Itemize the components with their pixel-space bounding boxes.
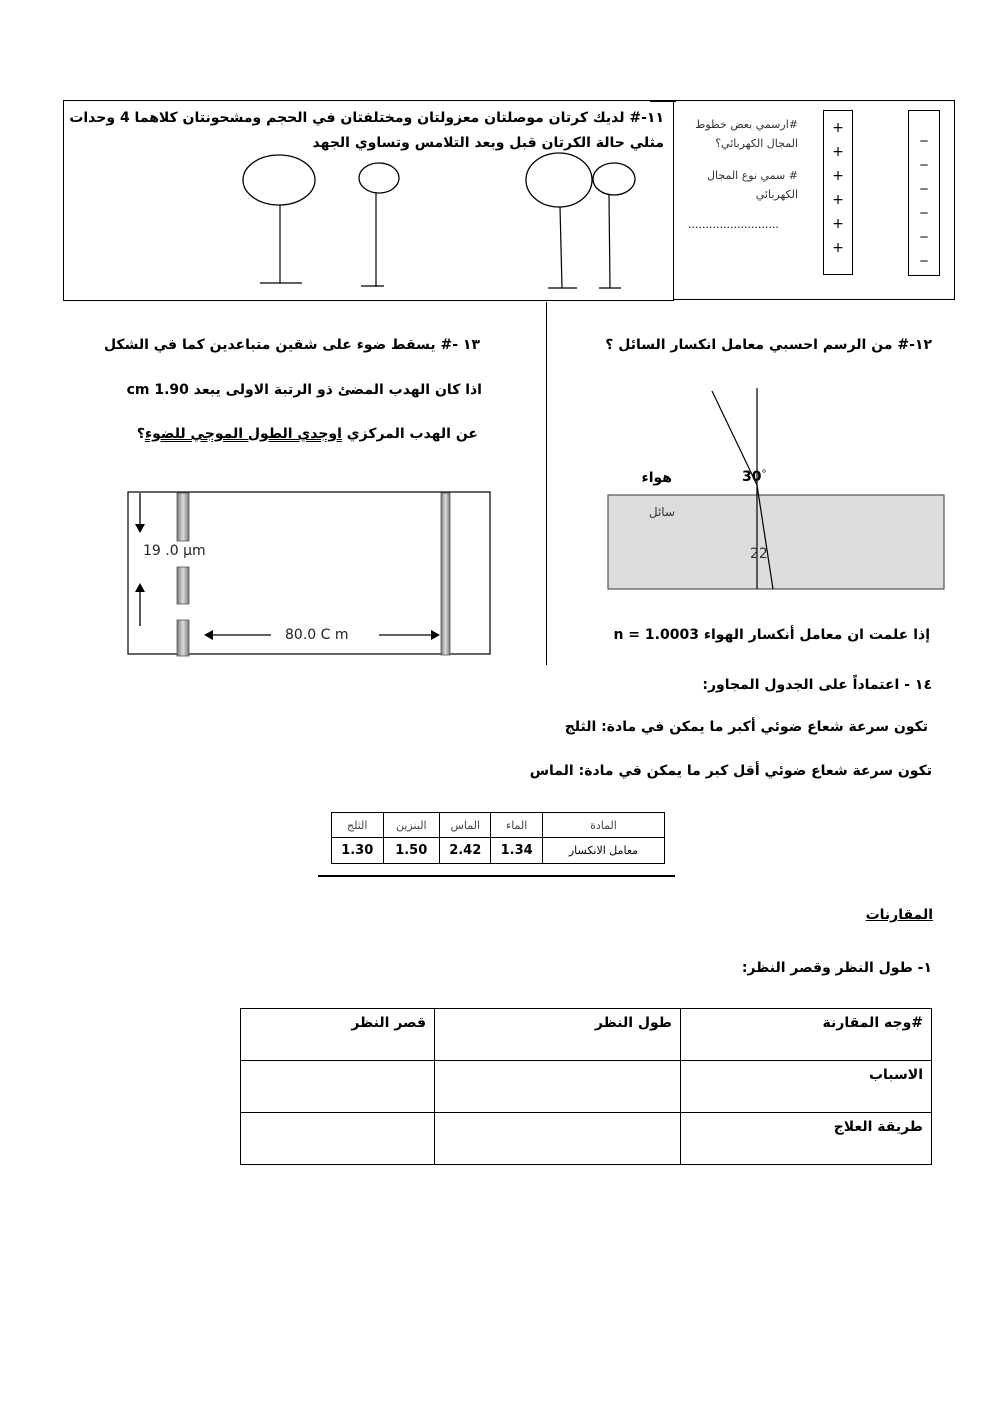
minus-sign: _	[920, 198, 928, 214]
value-benzene: 1.50	[383, 838, 440, 864]
value-ice: 1.30	[332, 838, 384, 864]
q12-title: ١٢-# من الرسم احسبي معامل انكسار السائل ؟	[605, 337, 932, 353]
treatment-nearsighted-cell[interactable]	[241, 1113, 435, 1165]
header-nearsighted: قصر النظر	[241, 1009, 435, 1061]
field-question-2: # سمي نوع المجال الكهربائي	[707, 169, 798, 201]
refractive-table-header	[332, 813, 665, 838]
causes-farsighted-cell[interactable]	[435, 1061, 681, 1113]
header-aspect: #وجه المقارنة	[681, 1009, 932, 1061]
field-dots: ..........................	[688, 218, 779, 231]
q13-line2: اذا كان الهدب المضئ ذو الرتبة الاولى يبعد 1.90 cm	[126, 382, 482, 398]
angle-top-label	[742, 469, 766, 485]
value-water: 1.34	[491, 838, 542, 864]
comparison-row-causes	[241, 1061, 932, 1113]
treatment-farsighted-cell[interactable]	[435, 1113, 681, 1165]
refractive-table-row	[332, 838, 665, 864]
minus-sign: _	[920, 150, 928, 166]
plus-sign: +	[832, 240, 844, 256]
q11-line2: مثلي حالة الكرتان قبل وبعد التلامس وتساوي الجهد	[312, 135, 664, 151]
header-water: الماء	[491, 813, 542, 838]
column-divider	[546, 302, 547, 665]
plus-sign: +	[832, 168, 844, 184]
large-sphere-before	[243, 155, 315, 205]
minus-sign: _	[920, 126, 928, 142]
causes-nearsighted-cell[interactable]	[241, 1061, 435, 1113]
row-causes-label: الاسباب	[681, 1061, 932, 1113]
angle-top-value: 30	[742, 469, 762, 485]
refraction-figure	[600, 385, 950, 595]
header-diamond: الماس	[440, 813, 491, 838]
comparison-header-row	[241, 1009, 932, 1061]
plus-sign: +	[832, 144, 844, 160]
value-diamond: 2.42	[440, 838, 491, 864]
header-benzene: البنزين	[383, 813, 440, 838]
barrier-bottom	[177, 620, 189, 656]
plus-signs	[823, 116, 853, 260]
barrier-middle	[177, 567, 189, 604]
q13-line1: ١٣ -# يسقط ضوء على شقين متباعدين كما في الشكل	[103, 337, 480, 353]
screen-distance-label: 80.0 C m	[285, 627, 349, 643]
q14-line1: تكون سرعة شعاع ضوئي أكبر ما يمكن في مادة: الثلج	[564, 719, 928, 735]
minus-sign: _	[920, 246, 928, 262]
screen	[441, 493, 450, 655]
plus-sign: +	[832, 216, 844, 232]
slit-separation-label: 19 .0 μm	[143, 543, 206, 559]
spheres-figure	[63, 100, 674, 301]
row-label: معامل الانكسار	[542, 838, 664, 864]
plus-sign: +	[832, 120, 844, 136]
refractive-index-table	[331, 812, 665, 864]
q14-title: ١٤ - اعتماداً على الجدول المجاور:	[702, 677, 932, 693]
large-sphere-stand-after	[560, 207, 562, 288]
small-sphere-before	[359, 163, 399, 193]
plus-sign: +	[832, 192, 844, 208]
comparison-item-1: ١- طول النظر وقصر النظر:	[741, 960, 932, 976]
header-farsighted: طول النظر	[435, 1009, 681, 1061]
q13-line3-c: ؟	[136, 426, 145, 442]
degree-sign: °	[761, 469, 767, 480]
angle-bottom-label: 22	[750, 546, 768, 562]
air-label: هواء	[641, 470, 672, 486]
comparison-row-treatment	[241, 1113, 932, 1165]
q13-line3-a: عن الهدب المركزي	[341, 426, 478, 442]
row-treatment-label: طريقة العلاج	[681, 1113, 932, 1165]
q11-line1: ١١-# لديك كرتان موصلتان معزولتان ومختلفتان في الحجم ومشحونتان كلاهما 4 وحدات	[69, 110, 664, 126]
comparison-table	[240, 1008, 932, 1165]
table-underline	[318, 875, 675, 877]
minus-sign: _	[920, 222, 928, 238]
large-sphere-after	[526, 153, 592, 207]
q13-line3-b: اوجدي الطول الموجي للضوء	[144, 426, 342, 442]
q14-line2: تكون سرعة شعاع ضوئي أقل كبر ما يمكن في مادة: الماس	[529, 763, 932, 779]
comparisons-heading: المقارنات	[865, 907, 933, 923]
q13-line3	[60, 426, 478, 442]
small-sphere-stand-after	[609, 195, 610, 288]
header-ice: الثلج	[332, 813, 384, 838]
small-sphere-after	[593, 163, 635, 195]
minus-sign: _	[920, 174, 928, 190]
minus-signs	[908, 122, 940, 266]
barrier-top	[177, 493, 189, 541]
q12-given: إذا علمت ان معامل أنكسار الهواء 1.0003 = n	[613, 627, 930, 643]
liquid-label: سائل	[648, 505, 675, 519]
field-question-1: #ارسمي بعض خطوط المجال الكهربائي؟	[695, 118, 798, 150]
header-material: المادة	[542, 813, 664, 838]
